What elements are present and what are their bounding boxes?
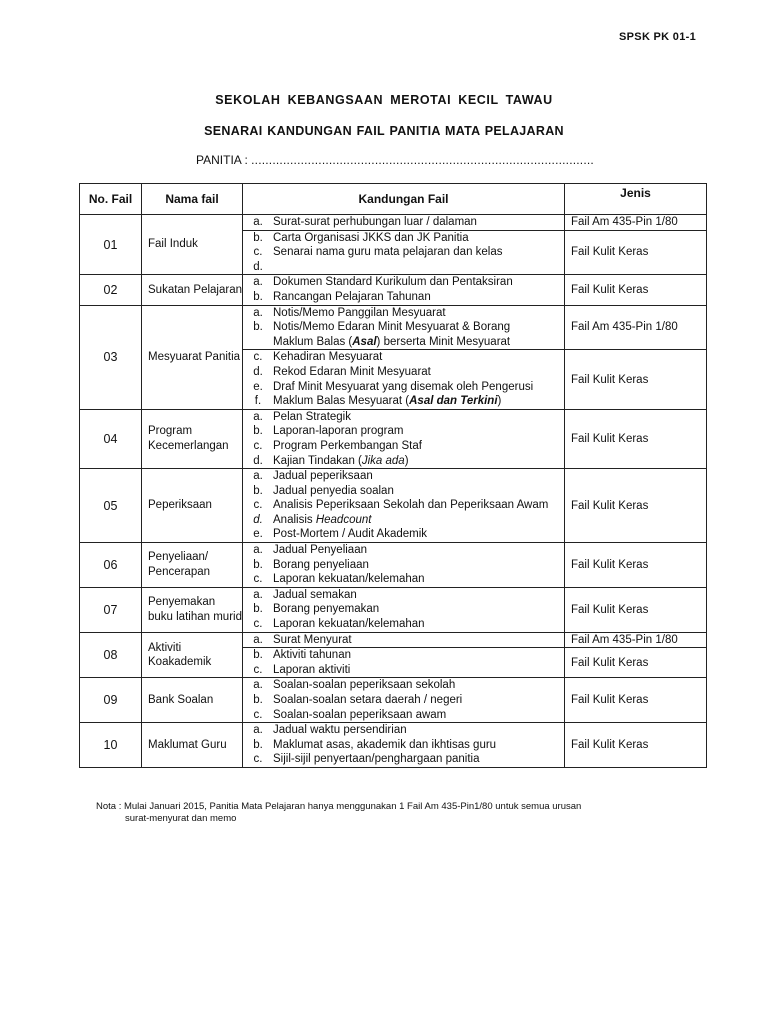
header-kandungan-fail: Kandungan Fail [243,184,565,215]
file-name: Sukatan Pelajaran [142,275,243,305]
table-header-row [80,184,707,215]
list-item [243,484,564,499]
file-name: Maklumat Guru [142,723,243,768]
item-text: Notis/Memo Edaran Minit Mesyuarat & Borang [273,321,511,334]
list-item [243,617,564,632]
item-letter: d. [253,365,263,378]
list-item [243,454,564,469]
item-text-emphasis: Headcount [315,513,372,526]
file-contents [243,723,565,768]
list-item [243,231,564,246]
item-letter: b. [253,738,263,751]
item-text: Senarai nama guru mata pelajaran dan kelas [273,246,503,259]
item-letter: a. [253,216,263,228]
item-text: Soalan-soalan peperiksaan sekolah [273,679,456,692]
item-text: Jadual waktu persendirian [273,724,407,737]
file-number: 02 [80,275,142,305]
file-type: Fail Am 435-Pin 1/80 [565,632,707,648]
item-text: Analisis Peperiksaan Sekolah dan Peperiksaan Awam [273,499,549,512]
file-name: Penyemakan buku latihan murid [142,587,243,632]
list-item [243,527,564,542]
panitia-line [196,153,594,167]
list-item [243,663,564,678]
item-letter: c. [253,246,263,259]
item-letter: c. [253,708,263,721]
item-letter: b. [253,558,263,571]
list-item [243,320,564,335]
table-row [80,409,707,468]
item-letter: b. [253,649,263,662]
item-text: Sijil-sijil penyertaan/penghargaan panitia [273,753,480,766]
item-text: Jadual penyedia soalan [273,484,394,497]
item-text: Maklumat asas, akademik dan ikhtisas guru [273,738,497,751]
item-text: Jadual Penyeliaan [273,544,367,557]
list-item [243,394,564,409]
header-nama-fail: Nama fail [142,184,243,215]
list-item [243,306,564,321]
list-item [243,752,564,767]
file-type: Fail Kulit Keras [565,409,707,468]
file-contents [243,350,565,409]
file-name: Mesyuarat Panitia [142,305,243,409]
file-type: Fail Kulit Keras [565,723,707,768]
item-text: Jadual semakan [273,588,357,601]
item-letter: a. [253,679,263,692]
list-item [243,648,564,663]
item-text-emphasis: Jika ada [361,454,405,467]
item-letter: c. [253,753,263,766]
file-type: Fail Kulit Keras [565,230,707,275]
item-text: Post-Mortem / Audit Akademik [273,528,428,541]
file-number: 09 [80,678,142,723]
item-letter: d. [253,260,263,273]
list-item [243,350,564,365]
item-letter: c. [253,439,263,452]
file-contents [243,587,565,632]
list-item [243,469,564,484]
item-text: Rancangan Pelajaran Tahunan [273,290,431,303]
item-text-post: ) berserta Minit Mesyuarat [376,335,511,348]
file-type: Fail Kulit Keras [565,543,707,588]
file-type: Fail Kulit Keras [565,275,707,305]
file-name: Bank Soalan [142,678,243,723]
item-text-post: ) [497,395,502,408]
footnote-line-1: Nota : Mulai Januari 2015, Panitia Mata Pelajaran hanya menggunakan 1 Fail Am 435-Pin1/80 untuk semua urusan [96,801,582,812]
item-text: Borang penyeliaan [273,558,369,571]
file-number: 07 [80,587,142,632]
list-item [243,498,564,513]
item-text-pre: Analisis [273,513,316,526]
file-name: Peperiksaan [142,469,243,543]
header-no-fail: No. Fail [80,184,142,215]
item-letter: a. [253,276,263,289]
list-item [243,410,564,425]
item-letter: a. [253,633,263,646]
file-type: Fail Kulit Keras [565,350,707,409]
list-item [243,245,564,260]
table-row [80,469,707,543]
item-text: Surat Menyurat [273,633,352,646]
item-letter: a. [253,544,263,557]
item-text-post: ) [404,454,409,467]
file-number: 06 [80,543,142,588]
document-title: SENARAI KANDUNGAN FAIL PANITIA MATA PELAJARAN [204,124,564,138]
table-row [80,275,707,305]
file-type: Fail Am 435-Pin 1/80 [565,215,707,231]
list-item [243,602,564,617]
header-jenis: Jenis [565,184,707,215]
file-contents [243,632,565,648]
panitia-label: PANITIA : [196,153,248,167]
file-number: 10 [80,723,142,768]
item-letter: b. [253,290,263,303]
file-contents [243,215,565,231]
list-item [243,275,564,290]
item-letter: b. [253,484,263,497]
item-text-emphasis: Asal dan Terkini [409,395,498,408]
item-letter: c. [253,663,263,676]
list-item [243,365,564,380]
file-number: 05 [80,469,142,543]
list-item [243,260,564,275]
list-item [243,738,564,753]
file-type: Fail Kulit Keras [565,587,707,632]
item-letter: b. [253,425,263,438]
list-item [243,439,564,454]
file-number: 01 [80,215,142,275]
item-text: Laporan aktiviti [273,663,351,676]
footnote [96,801,656,825]
table-row [80,543,707,588]
file-name: Program Kecemerlangan [142,409,243,468]
item-letter: b. [253,321,263,334]
item-continuation [243,335,564,350]
list-item [243,572,564,587]
item-text: Jadual peperiksaan [273,470,373,483]
file-number: 08 [80,632,142,678]
list-item [243,513,564,528]
file-contents [243,409,565,468]
item-text-pre: Maklum Balas ( [273,335,353,348]
table-row [80,215,707,231]
item-letter: b. [253,694,263,706]
item-letter: b. [253,231,263,244]
file-contents [243,305,565,350]
file-contents [243,230,565,275]
item-text: Laporan-laporan program [273,425,404,438]
item-text [273,454,564,469]
table-row [80,587,707,632]
list-item [243,633,564,648]
item-letter: d. [253,513,263,526]
footnote-line-2: surat-menyurat dan memo [125,813,237,824]
item-text [273,394,564,409]
list-item [243,708,564,723]
list-item [243,290,564,305]
item-text-emphasis: Asal [352,335,377,348]
table-row [80,305,707,350]
item-letter: c. [253,351,263,364]
item-text-pre: Kajian Tindakan ( [273,454,362,467]
item-letter: d. [253,454,263,467]
item-letter: c. [253,573,263,586]
item-text: Aktiviti tahunan [273,649,351,662]
item-text: Surat-surat perhubungan luar / dalaman [273,216,477,228]
list-item [243,723,564,738]
file-type: Fail Kulit Keras [565,678,707,723]
file-contents [243,543,565,588]
item-letter: e. [253,528,263,541]
item-text [273,513,564,528]
item-text: Rekod Edaran Minit Mesyuarat [273,365,431,378]
table-row [80,678,707,723]
item-text: Dokumen Standard Kurikulum dan Pentaksiran [273,276,513,289]
file-name: Fail Induk [142,215,243,275]
item-text: Carta Organisasi JKKS dan JK Panitia [273,231,469,244]
list-item [243,215,564,230]
item-text-pre: Maklum Balas Mesyuarat ( [273,395,410,408]
item-letter: a. [253,724,263,737]
file-name: Penyeliaan/ Pencerapan [142,543,243,588]
list-item [243,380,564,395]
file-contents [243,648,565,678]
file-contents [243,678,565,723]
table-row [80,723,707,768]
file-contents [243,275,565,305]
item-letter: c. [253,618,263,631]
item-text: Notis/Memo Panggilan Mesyuarat [273,306,446,319]
item-letter: f. [254,395,262,408]
panitia-blank: ................................................................................................. [251,153,594,167]
item-text: Soalan-soalan setara daerah / negeri [273,694,463,706]
list-item [243,424,564,439]
item-text: Program Perkembangan Staf [273,439,422,452]
file-number: 03 [80,305,142,409]
item-letter: a. [253,588,263,601]
list-item [243,588,564,603]
item-text [273,260,564,275]
item-text: Pelan Strategik [273,410,351,423]
item-letter: a. [253,470,263,483]
item-letter: b. [253,603,263,616]
item-text: Borang penyemakan [273,603,380,616]
item-text: Draf Minit Mesyuarat yang disemak oleh Pengerusi [273,380,534,393]
item-text: Kehadiran Mesyuarat [273,351,383,364]
item-text: Laporan kekuatan/kelemahan [273,618,425,631]
file-type: Fail Kulit Keras [565,648,707,678]
list-item [243,543,564,558]
list-item [243,558,564,573]
file-contents [243,469,565,543]
table-row [80,632,707,648]
item-letter: c. [253,499,263,512]
list-item [243,693,564,708]
file-contents-table [79,183,707,768]
item-text: Laporan kekuatan/kelemahan [273,573,425,586]
file-name: Aktiviti Koakademik [142,632,243,678]
school-name: SEKOLAH KEBANGSAAN MEROTAI KECIL TAWAU [215,93,553,107]
item-letter: e. [253,380,263,393]
file-type: Fail Am 435-Pin 1/80 [565,305,707,350]
item-text: Soalan-soalan peperiksaan awam [273,708,447,721]
document-code: SPSK PK 01-1 [619,31,696,43]
list-item [243,678,564,693]
file-number: 04 [80,409,142,468]
item-letter: a. [253,410,263,423]
item-letter: a. [253,306,263,319]
file-type: Fail Kulit Keras [565,469,707,543]
